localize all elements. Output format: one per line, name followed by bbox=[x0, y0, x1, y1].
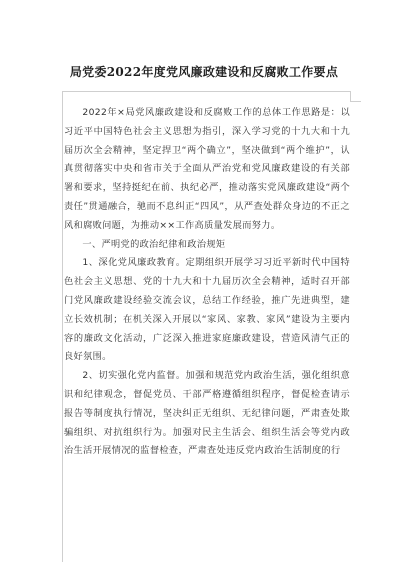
document-body bbox=[64, 104, 350, 461]
corner-mark bbox=[350, 91, 361, 102]
paragraph-item-1: 1、深化党风廉政教育。定期组织开展学习习近平新时代中国特色社会主义思想、党的十九大和十九届历次全会精神，适时召开部门党风廉政建设经验交流会议，总结工作经验，推广先进典型，建立长效机制；在机关深入开展以“家风、家教、家风”建设为主要内容的廉政文化活动，广泛深入推进家庭廉政建设，营造风清气正的良好氛围。 bbox=[64, 257, 350, 363]
section-heading: 一、严明党的政治纪律和政治规矩 bbox=[82, 238, 226, 250]
document-title: 局党委2022年度党风廉政建设和反腐败工作要点 bbox=[69, 65, 339, 79]
paragraph-item-2: 2、切实强化党内监督。加强和规范党内政治生活，强化组织意识和纪律观念，督促党员、干部严格遵循组织程序，督促检查请示报告等制度执行情况，坚决纠正无组织、无纪律问题，严肃查处欺骗组织、对抗组织行为。加强对民主生活会、组织生活会等党内政治生活开展情况的监督检查，严肃查处违反党内政治生活制度的行 bbox=[64, 370, 350, 457]
paragraph-intro: 2022年×局党风廉政建设和反腐败工作的总体工作思路是：以习近平中国特色社会主义思想为指引，深入学习党的十九大和十九届历次全会精神，坚定捍卫“两个确立”，坚决做到“两个维护”，认真贯彻落实中央和省市关于全面从严治党和党风廉政建设的有关部署和要求，坚持挺纪在前、执纪必严，推动落实党风廉政建设“两个责任”贯通融合，驰而不息纠正“四风”，从严查处群众身边的不正之风和腐败问题，为推动××工作高质量发展而努力。 bbox=[64, 107, 350, 231]
